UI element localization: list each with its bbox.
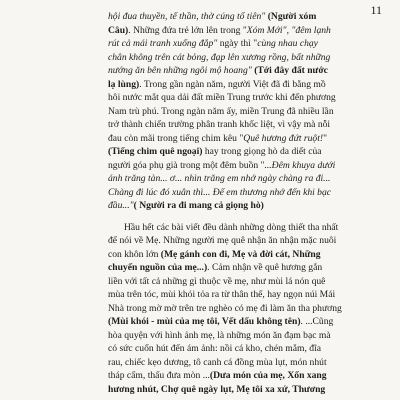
text-run: Nam trù phú. Trong ngàn năm ấy, miền Trung đã nhiều lần	[108, 105, 334, 117]
text-run: Quê hương đứt ruột!	[243, 132, 324, 144]
text-line	[108, 10, 366, 24]
text-run: ...Đêm khuya dưới	[264, 159, 336, 171]
text-run: (Mẹ gánh con đi, Mẹ và đời cát, Những	[160, 248, 321, 260]
text-line	[108, 329, 366, 343]
text-run: . Trong gần ngàn năm, người Việt đã đi bằng mồ	[139, 78, 326, 90]
text-run: ( Người ra đi mang cả giọng hò)	[133, 200, 264, 211]
text-run: (Dưa món của mẹ, Xốn xang	[209, 370, 327, 381]
text-line	[108, 234, 366, 248]
text-run: Xóm Mới", "đêm lạnh	[246, 24, 331, 36]
text-run: (Người xóm	[267, 11, 317, 22]
text-line	[108, 248, 366, 262]
text-line	[108, 199, 366, 213]
text-run: (Mùi khói - mùi của mẹ tôi, Vết dấu không tên)	[108, 316, 301, 327]
text-run: nướng ăn bên những ngôi mộ hoang"	[108, 65, 255, 76]
text-run: lạ lùng)	[108, 78, 140, 90]
text-run: ánh trăng tàn... ơ... nhìn trăng em nhớ ngày chàng ra đi...	[108, 173, 331, 184]
text-run: cùng nhau chạy	[257, 38, 318, 49]
body-text	[108, 10, 366, 396]
text-run: hòa quyện với hình ảnh mẹ, là những món ăn đạm bạc mà	[108, 329, 331, 341]
text-run: rút cả mái tranh xuống đắp"	[108, 38, 218, 49]
text-line	[108, 51, 366, 65]
text-run: hội đua thuyền, tế thần, thờ cúng tổ tiên"	[108, 11, 268, 22]
page-number: 11	[370, 3, 382, 17]
text-line	[108, 383, 366, 397]
text-line	[108, 261, 366, 275]
text-run: hay trong giọng hò da diết của	[202, 146, 322, 157]
text-run: có sức cuốn hút đến ám ảnh: nồi cá kho, chén mắm, đĩa	[108, 343, 322, 354]
text-line	[108, 118, 366, 132]
text-line	[108, 186, 366, 200]
text-run: chân không trên cát bỏng, đạp lên xương rồng, bất những	[108, 51, 331, 63]
text-line	[108, 356, 366, 370]
text-run: con khôn lớn	[108, 248, 161, 260]
text-run: Nhà trong mờ mờ trên tre nghèo có mẹ đi làm ăn tha phương	[108, 302, 342, 314]
text-run: (Tiếng chim quê ngoại)	[108, 146, 203, 157]
text-run: người góa phụ già trong một đêm buồn "	[108, 159, 265, 171]
text-run: . ...Cũng	[300, 316, 334, 327]
text-line	[108, 105, 366, 119]
text-line	[108, 145, 366, 159]
text-run: Hầu hết các bài viết đều dành những dòng thiết tha nhất	[124, 221, 339, 233]
text-line	[108, 159, 366, 173]
text-run: "	[323, 132, 327, 144]
text-line	[108, 302, 366, 316]
text-run: tháp cẩm, thấu đưa mòn ...	[108, 370, 210, 381]
text-run: hương nhút, Chợ quê ngày lụt, Mẹ tôi xa xứ, Thương	[108, 383, 326, 395]
text-run: Câu)	[108, 24, 129, 36]
text-run: Chàng đi lúc đó xuân thì... Để em thương nhớ đến khi bạc	[108, 186, 332, 198]
text-line	[108, 315, 366, 329]
text-run: . Những đứa trẻ lớn lên trong "	[128, 24, 247, 36]
text-line	[108, 172, 366, 186]
text-run: chuyến nguồn của mẹ...)	[108, 262, 208, 273]
text-line	[108, 342, 366, 356]
text-run: (Tới đây đất nước	[254, 65, 328, 76]
text-line	[108, 78, 366, 92]
text-run: đầu..."	[108, 200, 134, 211]
paragraph	[108, 10, 366, 213]
text-line	[108, 369, 366, 383]
text-line	[108, 132, 366, 146]
text-line	[108, 221, 366, 235]
text-run: . Cảm nhận về quê hương gắn	[207, 262, 323, 273]
text-run: trở thành chiến trường phân tranh khốc liệt, vì vậy mà nỗi	[108, 119, 331, 130]
text-line	[108, 288, 366, 302]
text-run: hôi nước mắt qua dải đất miền Trung trước khi đến phương	[108, 92, 336, 103]
text-run: mùa trên tóc, mùi khói tỏa ra từ thân thể, hay ngọn núi Mái	[108, 289, 336, 300]
text-run: ngày thì "	[217, 38, 258, 49]
text-line	[108, 91, 366, 105]
text-line	[108, 24, 366, 38]
text-run: liền với tất cả những gì thuộc về mẹ, như mùi lá nón quê	[108, 275, 326, 287]
text-run: để nói về Mẹ. Những người mẹ quê nhận ăn nhận mặc nuôi	[108, 235, 337, 246]
text-line	[108, 64, 366, 78]
text-run: rau, chiếc kẹo dương, tô canh cá đồng mùa lụt, món nhút	[108, 356, 327, 368]
paragraph	[108, 221, 366, 397]
text-line	[108, 37, 366, 51]
text-line	[108, 275, 366, 289]
text-run: đau còn mãi trong tiếng chim kêu "	[108, 132, 244, 144]
